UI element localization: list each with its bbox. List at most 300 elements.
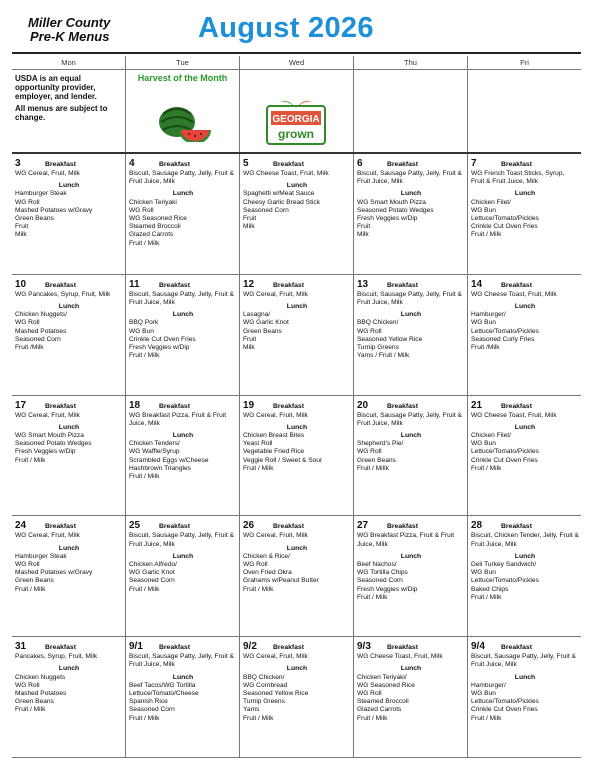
lunch-item: Fruit	[243, 335, 257, 343]
day-number: 4	[129, 158, 135, 169]
breakfast-label: Breakfast	[159, 644, 190, 652]
lunch-item: Fresh Veggies w/Dip	[357, 215, 418, 223]
lunch-item: Hamburger Steak	[15, 552, 67, 560]
lunch-label: Lunch	[172, 552, 194, 560]
breakfast-items: Biscuit, Chicken Tender, Jelly, Fruit & Fruit Juice, Milk	[471, 532, 579, 548]
day-number: 18	[129, 399, 141, 411]
day-cell	[126, 516, 240, 636]
day-cell-header	[471, 158, 579, 170]
lunch-item: Crinkle Cut Oven Fries	[471, 456, 538, 464]
day-cell	[126, 396, 240, 516]
day-number: 19	[243, 399, 255, 411]
lunch-item: Fruit / Milk	[357, 593, 388, 601]
lunch-item: Crinkle Cut Oven Fries	[471, 223, 538, 231]
breakfast-items: WG Cereal, Fruit, Milk	[243, 653, 308, 661]
lunch-item: Fruit / Milk	[243, 585, 274, 593]
lunch-item: WG Bun	[471, 206, 496, 214]
lunch-item: Fruit / Milk	[243, 714, 274, 722]
lunch-label: Lunch	[58, 423, 80, 431]
day-cell	[468, 275, 581, 395]
lunch-label: Lunch	[400, 190, 422, 198]
day-cell-header	[15, 279, 123, 291]
breakfast-label: Breakfast	[501, 281, 532, 289]
lunch-item: Fruit	[15, 223, 29, 231]
day-cell-header	[15, 641, 123, 653]
lunch-item: Fruit / Milk	[471, 231, 502, 239]
lunch-item: WG Cornbread	[243, 681, 288, 689]
lunch-item: Fruit / Milk	[471, 714, 502, 722]
day-cell	[354, 396, 468, 516]
lunch-item: Fruit / Milk	[471, 464, 502, 472]
day-cell-header	[243, 400, 351, 412]
lunch-item: Mashed Potatoes w/Gravy	[15, 206, 93, 214]
week-row	[12, 637, 581, 758]
day-cell-header	[471, 279, 579, 291]
lunch-item: WG Bun	[129, 327, 154, 335]
lunch-label: Lunch	[286, 423, 308, 431]
lunch-item: Baked Chips	[471, 585, 509, 593]
breakfast-label: Breakfast	[501, 402, 532, 410]
day-cell	[354, 637, 468, 757]
breakfast-label: Breakfast	[273, 281, 304, 289]
county-title	[28, 16, 110, 44]
lunch-label: Lunch	[400, 311, 422, 319]
lunch-item: Lettuce/Tomato/Pickles	[471, 215, 539, 223]
lunch-item: Mashed Potatoes	[15, 327, 67, 335]
lunch-item: Crinkle Cut Oven Fries	[129, 335, 196, 343]
lunch-item: Crinkle Cut Oven Fries	[471, 706, 538, 714]
lunch-item: WG Bun	[471, 690, 496, 697]
lunch-item: Veggie Roll / Sweet & Sour	[243, 456, 323, 464]
lunch-item: Milk	[243, 223, 255, 231]
breakfast-label: Breakfast	[387, 281, 418, 289]
lunch-label: Lunch	[172, 311, 194, 319]
day-cell-header	[357, 641, 465, 653]
day-number: 13	[357, 278, 369, 290]
breakfast-label: Breakfast	[387, 402, 418, 410]
lunch-label: Lunch	[400, 552, 422, 560]
lunch-item: Seasoned Curly Fries	[471, 335, 535, 343]
breakfast-items: WG Cheese Toast, Fruit, Milk	[243, 170, 329, 177]
lunch-label: Lunch	[514, 303, 536, 310]
day-cell-header	[357, 158, 465, 170]
day-cell	[468, 396, 581, 516]
header-divider	[12, 52, 581, 54]
lunch-item: BBQ Pork	[129, 319, 159, 327]
county-name: Miller County	[28, 15, 111, 30]
breakfast-items: WG Breakfast Pizza, Fruit & Fruit Juice, Milk	[129, 411, 227, 427]
lunch-item: Seasoned Potato Wedges	[15, 440, 92, 448]
breakfast-items: WG Cereal, Fruit, Milk	[243, 290, 308, 298]
day-cell-header	[129, 158, 237, 170]
breakfast-items: WG Pancakes, Syrup, Fruit, Milk	[15, 290, 111, 298]
lunch-item: Lettuce/Tomato/Pickles	[471, 698, 539, 706]
lunch-item: Lasagna/	[243, 311, 271, 319]
day-number: 11	[129, 278, 140, 290]
lunch-item: WG Bun	[471, 319, 496, 327]
lunch-item: Spaghetti w/Meat Sauce	[243, 190, 315, 198]
day-number: 3	[15, 158, 21, 169]
day-number: 5	[243, 158, 249, 169]
info-empty-thu	[354, 70, 468, 152]
lunch-item: Grahams w/Peanut Butter	[243, 577, 319, 585]
info-row	[12, 70, 581, 154]
breakfast-label: Breakfast	[159, 523, 190, 531]
lunch-item: Yams / Fruit / Milk	[357, 352, 410, 360]
page-header	[0, 0, 593, 52]
georgia-grown-logo-cell	[240, 70, 354, 152]
breakfast-label: Breakfast	[501, 644, 532, 652]
lunch-label: Lunch	[172, 190, 194, 198]
lunch-item: Chicken Nuggets/	[15, 311, 68, 319]
breakfast-label: Breakfast	[45, 402, 76, 410]
lunch-item: WG Bun	[471, 440, 496, 448]
day-cell	[240, 396, 354, 516]
breakfast-items: Biscuit, Sausage Patty, Jelly, Fruit & Fruit Juice, Milk	[357, 411, 462, 427]
lunch-item: Lettuce/Tomato/Cheese	[129, 690, 199, 697]
lunch-label: Lunch	[58, 303, 80, 310]
day-number: 17	[15, 399, 27, 411]
lunch-item: Fruit	[357, 223, 371, 231]
lunch-label: Lunch	[514, 673, 536, 681]
day-cell	[354, 516, 468, 636]
usda-statement: USDA is an equal opportunity provider, employer, and lender.	[15, 74, 97, 101]
day-number: 31	[15, 641, 27, 653]
weekday-thu: Thu	[354, 56, 468, 70]
day-cell	[468, 154, 581, 274]
lunch-item: Beef Nachos/	[357, 561, 397, 568]
day-cell	[240, 275, 354, 395]
breakfast-label: Breakfast	[387, 644, 418, 652]
breakfast-items: Biscuit, Sausage Patty, Jelly, Fruit & Fruit Juice, Milk	[129, 170, 234, 186]
lunch-item: Seasoned Corn	[357, 577, 403, 585]
lunch-item: WG Roll	[15, 198, 40, 206]
day-number: 25	[129, 520, 141, 532]
lunch-item: Beef Tacos/WG Tortilla	[129, 681, 196, 689]
lunch-item: Chicken Nuggets	[15, 673, 66, 681]
lunch-item: WG Waffle/Syrup	[129, 448, 180, 456]
breakfast-items: WG Cereal, Fruit, Milk	[15, 532, 80, 540]
breakfast-label: Breakfast	[45, 281, 76, 289]
lunch-item: Green Beans	[357, 456, 396, 464]
harvest-of-month	[126, 70, 240, 152]
day-cell-header	[357, 279, 465, 291]
lunch-item: WG Roll	[15, 561, 40, 568]
day-number: 14	[471, 278, 483, 290]
breakfast-items: WG Cheese Toast, Fruit, Milk	[471, 411, 557, 419]
breakfast-items: Biscuit, Sausage Patty, Jelly, Fruit & Fruit Juice, Milk	[471, 653, 576, 669]
breakfast-items: Pancakes, Syrup, Fruit, Milk	[15, 653, 98, 661]
lunch-item: Deli Turkey Sandwich/	[471, 561, 537, 568]
day-number: 9/2	[243, 641, 257, 653]
lunch-item: Fruit / Milk	[471, 593, 502, 601]
weekday-wed: Wed	[240, 56, 354, 70]
day-cell	[12, 396, 126, 516]
week-row	[12, 275, 581, 396]
day-number: 28	[471, 520, 483, 532]
lunch-item: Cheesy Garlic Bread Stick	[243, 198, 320, 206]
breakfast-label: Breakfast	[159, 402, 190, 410]
lunch-item: Fruit / Milk	[129, 585, 160, 593]
day-cell-header	[129, 400, 237, 412]
day-cell	[126, 154, 240, 274]
lunch-item: Fresh Veggies w/Dip	[129, 344, 190, 352]
lunch-item: Milk	[15, 231, 27, 239]
week-row	[12, 154, 581, 275]
lunch-item: Yeast Roll	[243, 440, 273, 448]
lunch-item: WG Garlic Knot	[129, 569, 175, 577]
day-cell-header	[357, 400, 465, 412]
lunch-item: Fruit / Milk	[129, 473, 160, 481]
lunch-item: Fruit / Milk	[357, 714, 388, 722]
day-number: 26	[243, 520, 255, 532]
lunch-label: Lunch	[400, 432, 422, 439]
lunch-item: Lettuce/Tomato/Pickles	[471, 448, 539, 456]
lunch-item: Seasoned Corn	[15, 335, 61, 343]
day-number: 20	[357, 399, 369, 411]
lunch-item: WG Roll	[129, 206, 154, 214]
day-number: 21	[471, 399, 483, 411]
breakfast-items: WG Cereal, Fruit, Milk	[243, 411, 308, 419]
lunch-item: Fruit / Milk	[15, 706, 46, 714]
day-cell-header	[243, 520, 351, 532]
day-number: 9/1	[129, 641, 143, 653]
lunch-item: Chicken Tenders/	[129, 440, 180, 448]
breakfast-items: Biscuit, Sausage Patty, Jelly, Fruit & Fruit Juice, Milk	[129, 290, 234, 306]
weekday-fri: Fri	[468, 56, 581, 70]
lunch-item: WG Roll	[357, 448, 382, 456]
day-number: 10	[15, 278, 27, 290]
breakfast-label: Breakfast	[159, 161, 190, 168]
lunch-item: Green Beans	[15, 577, 54, 585]
lunch-item: Seasoned Corn	[129, 577, 175, 585]
breakfast-label: Breakfast	[387, 161, 418, 168]
lunch-item: Mashed Potatoes	[15, 690, 67, 697]
breakfast-label: Breakfast	[45, 161, 76, 168]
lunch-item: Fruit /Milk	[471, 344, 500, 352]
breakfast-items: WG Breakfast Pizza, Fruit & Fruit Juice, Milk	[357, 532, 455, 548]
georgia-grown-bottom-text: grown	[278, 127, 314, 141]
lunch-item: WG Garlic Knot	[243, 319, 289, 327]
day-cell-header	[243, 641, 351, 653]
lunch-item: Lettuce/Tomato/Pickles	[471, 577, 539, 585]
day-cell	[354, 275, 468, 395]
lunch-item: Chicken Teriyaki	[129, 198, 177, 206]
lunch-item: Fruit / Milk	[129, 352, 160, 360]
lunch-item: Turnip Greens	[357, 344, 399, 352]
day-cell	[12, 516, 126, 636]
lunch-item: Oven Fried Okra	[243, 569, 292, 577]
breakfast-items: WG Cereal, Fruit, Milk	[15, 170, 80, 177]
info-empty-fri	[468, 70, 581, 152]
day-cell	[468, 516, 581, 636]
lunch-item: Hamburger/	[471, 311, 506, 319]
lunch-label: Lunch	[172, 673, 194, 681]
breakfast-items: Biscuit, Sausage Patty, Jelly, Fruit & Fruit Juice, Milk	[357, 170, 462, 186]
lunch-item: Seasoned Corn	[243, 206, 289, 214]
lunch-item: BBQ Chicken/	[357, 319, 399, 327]
lunch-item: WG Tortilla Chips	[357, 569, 408, 577]
weekday-header-row	[12, 56, 581, 70]
day-number: 9/3	[357, 641, 371, 653]
lunch-item: Hashbrown Triangles	[129, 464, 191, 472]
lunch-item: Steamed Broccoli	[357, 698, 409, 706]
lunch-label: Lunch	[286, 303, 308, 310]
lunch-item: Hamburger Steak	[15, 190, 67, 198]
day-cell-header	[243, 158, 351, 170]
breakfast-label: Breakfast	[387, 523, 418, 531]
lunch-item: Fruit	[243, 215, 257, 223]
lunch-item: Seasoned Yellow Rice	[357, 335, 423, 343]
lunch-item: WG Seasoned Rice	[357, 681, 415, 689]
lunch-item: Glazed Carrots	[357, 706, 402, 714]
lunch-item: Fruit / Millk	[357, 464, 389, 472]
day-cell-header	[243, 279, 351, 291]
lunch-label: Lunch	[514, 423, 536, 431]
lunch-label: Lunch	[286, 544, 308, 552]
lunch-label: Lunch	[58, 544, 80, 552]
day-cell-header	[471, 641, 579, 653]
lunch-label: Lunch	[286, 665, 308, 673]
day-number: 12	[243, 278, 255, 290]
breakfast-items: WG Cereal, Fruit, Milk	[15, 411, 80, 419]
lunch-item: BBQ Chicken/	[243, 673, 285, 681]
lunch-item: Fruit / Milk	[15, 585, 46, 593]
watermelon-icon	[153, 100, 213, 142]
breakfast-items: WG Cheese Toast, Fruit, Milk	[471, 290, 557, 298]
lunch-item: Chicken Teriyaki/	[357, 673, 407, 681]
lunch-item: Hamburger/	[471, 681, 506, 689]
lunch-item: Fruit / Milk	[129, 714, 160, 722]
lunch-item: Chicken Filet/	[471, 198, 511, 206]
lunch-item: WG Bun	[471, 569, 496, 577]
day-cell-header	[129, 279, 237, 291]
lunch-label: Lunch	[514, 552, 536, 560]
day-cell	[126, 637, 240, 757]
lunch-item: Fresh Veggies w/Dip	[357, 585, 418, 593]
lunch-item: Mashed Potatoes w/Gravy	[15, 569, 93, 577]
lunch-item: WG Roll	[243, 561, 268, 568]
lunch-item: WG Smart Mouth Pizza	[357, 198, 426, 206]
lunch-item: Seasoned Yellow Rice	[243, 690, 309, 697]
breakfast-items: Biscuit, Sausage Patty, Jelly, Fruit & Fruit Juice, Milk	[129, 653, 234, 669]
breakfast-items: WG Cereal, Fruit, Milk	[243, 532, 308, 540]
harvest-label: Harvest of the Month	[137, 73, 228, 83]
lunch-item: Scrambled Eggs w/Cheese	[129, 456, 209, 464]
weekday-mon: Mon	[12, 56, 126, 70]
lunch-item: WG Roll	[357, 327, 382, 335]
lunch-item: Vegetable Fried Rice	[243, 448, 305, 456]
day-cell-header	[15, 400, 123, 412]
day-cell-header	[15, 158, 123, 170]
lunch-item: Fruit / Milk	[15, 456, 46, 464]
lunch-item: WG Seasoned Rice	[129, 215, 187, 223]
lunch-item: Milk	[357, 231, 369, 239]
breakfast-items: WG French Toast Sticks, Syrup, Fruit & Fruit Juice, Milk	[471, 170, 565, 186]
breakfast-label: Breakfast	[273, 161, 304, 168]
week-row	[12, 396, 581, 517]
lunch-label: Lunch	[286, 182, 308, 190]
breakfast-items: WG Cheese Toast, Fruit, Milk	[357, 653, 443, 661]
day-cell-header	[471, 400, 579, 412]
lunch-item: WG Smart Mouth Pizza	[15, 432, 84, 439]
lunch-item: WG Roll	[15, 319, 40, 327]
lunch-item: Seasoned Potato Wedges	[357, 206, 434, 214]
lunch-item: Seasoned Corn	[129, 706, 175, 714]
day-cell	[12, 154, 126, 274]
breakfast-label: Breakfast	[273, 523, 304, 531]
breakfast-label: Breakfast	[273, 644, 304, 652]
lunch-item: Green Beans	[243, 327, 282, 335]
day-cell	[354, 154, 468, 274]
day-cell	[12, 275, 126, 395]
lunch-item: WG Roll	[357, 690, 382, 697]
georgia-grown-top-text: GEORGIA	[272, 114, 320, 125]
lunch-item: Lettuce/Tomato/Pickles	[471, 327, 539, 335]
lunch-item: Chicken & Rice/	[243, 552, 290, 560]
lunch-item: Glazed Carrots	[129, 231, 174, 239]
menu-calendar	[12, 56, 581, 758]
lunch-label: Lunch	[514, 190, 536, 198]
lunch-item: Fruit /Milk	[15, 344, 44, 352]
lunch-item: Shepherd's Pie/	[357, 440, 404, 448]
breakfast-label: Breakfast	[273, 402, 304, 410]
lunch-item: Milk	[243, 344, 255, 352]
breakfast-label: Breakfast	[501, 161, 532, 168]
usda-notice	[12, 70, 126, 152]
lunch-label: Lunch	[58, 665, 80, 673]
lunch-item: Chicken Alfredo/	[129, 561, 178, 568]
weekday-tue: Tue	[126, 56, 240, 70]
day-cell-header	[129, 520, 237, 532]
lunch-label: Lunch	[58, 182, 80, 190]
day-number: 27	[357, 520, 369, 532]
day-cell	[240, 516, 354, 636]
day-cell-header	[471, 520, 579, 532]
lunch-item: Yams	[243, 706, 260, 714]
breakfast-label: Breakfast	[45, 523, 76, 531]
breakfast-items: Biscuit, Sausage Patty, Jelly, Fruit & Fruit Juice, Milk	[129, 532, 234, 548]
lunch-item: Steamed Broccoli	[129, 223, 181, 231]
day-number: 9/4	[471, 641, 485, 653]
day-number: 7	[471, 158, 477, 169]
breakfast-label: Breakfast	[501, 523, 532, 531]
breakfast-items: Biscuit, Sausage Patty, Jelly, Fruit & Fruit Juice, Milk	[357, 290, 462, 306]
lunch-item: Green Beans	[15, 215, 54, 223]
georgia-grown-logo	[266, 98, 326, 146]
lunch-label: Lunch	[400, 665, 422, 673]
day-cell-header	[357, 520, 465, 532]
day-number: 24	[15, 520, 27, 532]
lunch-item: Fruit / Milk	[129, 239, 160, 247]
day-number: 6	[357, 158, 363, 169]
lunch-item: Fruit / Milk	[243, 464, 274, 472]
month-title: August 2026	[198, 12, 374, 44]
day-cell	[12, 637, 126, 757]
day-cell	[240, 154, 354, 274]
lunch-item: Chicken Breast Bites	[243, 432, 305, 439]
menu-change-notice: All menus are subject to change.	[15, 104, 108, 122]
lunch-label: Lunch	[172, 432, 194, 439]
lunch-item: Turnip Greens	[243, 698, 285, 706]
breakfast-label: Breakfast	[159, 281, 190, 289]
lunch-item: WG Roll	[15, 681, 40, 689]
day-cell	[240, 637, 354, 757]
lunch-item: Spanish Rice	[129, 698, 168, 706]
day-cell-header	[15, 520, 123, 532]
menu-name: Pre-K Menus	[30, 29, 110, 44]
lunch-item: Green Beans	[15, 698, 54, 706]
